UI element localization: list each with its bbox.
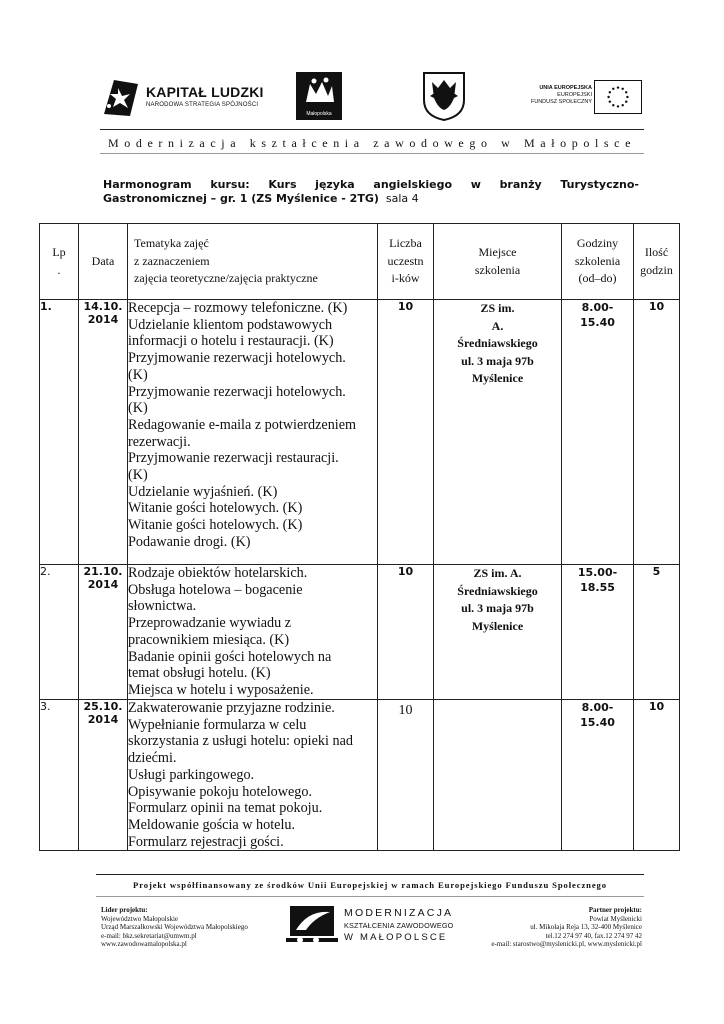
row-topic xyxy=(128,565,378,700)
cell-line: ul. 3 maja 97b xyxy=(461,601,534,615)
row-date xyxy=(79,300,128,565)
cell-line: skorzystania z usługi hotelu: opieki nad xyxy=(128,733,353,750)
cell-line: Redagowanie e-maila z potwierdzeniem xyxy=(128,416,357,433)
cell-line: Formularz rejestracji gości. xyxy=(128,833,284,850)
kapital-ludzki-mark-icon xyxy=(100,76,142,118)
malopolska-logo xyxy=(296,72,342,120)
cell-line: Witanie gości hotelowych. (K) xyxy=(128,500,303,517)
table-row xyxy=(40,700,680,851)
leader-email: e-mail: bkz.sekretariat@umwm.pl xyxy=(101,931,197,940)
eu-line-2: EUROPEJSKI xyxy=(557,92,592,98)
project-partner xyxy=(470,906,642,949)
footer-divider xyxy=(96,874,644,875)
row-hours xyxy=(562,700,634,851)
cell-line: 15.00- xyxy=(577,566,618,579)
header-total: Ilość godzin xyxy=(634,224,680,300)
row-date xyxy=(79,565,128,700)
heading-line-2 xyxy=(103,192,639,206)
row-participants: 10 xyxy=(378,565,434,700)
cell-line: 21.10. xyxy=(83,565,123,578)
cell-line: Witanie gości hotelowych. (K) xyxy=(128,517,303,534)
project-title: Modernizacja kształcenia zawodowego w Małopolsce xyxy=(107,136,637,150)
heading-word: w xyxy=(470,178,481,191)
row-date xyxy=(79,700,128,851)
footer-divider-lower xyxy=(96,896,644,897)
heading-word: branży xyxy=(499,178,542,191)
cell-line: Myślenice xyxy=(471,371,524,385)
heading-room: sala 4 xyxy=(385,192,419,205)
cell-line: informacji o hotelu i restauracji. (K) xyxy=(128,333,334,350)
cell-line: 8.00- xyxy=(581,701,614,714)
modernizacja-line-2: KSZTAŁCENIA ZAWODOWEGO xyxy=(344,921,454,930)
partner-contact: e-mail: starostwo@myslenicki.pl, www.myslenicki.pl xyxy=(491,940,642,949)
heading-word: Kurs xyxy=(268,178,297,191)
modernizacja-logo xyxy=(286,902,466,948)
cell-line: Średniawskiego xyxy=(457,583,538,598)
cell-line: Przyjmowanie rezerwacji hotelowych. xyxy=(128,383,346,400)
heading-word: angielskiego xyxy=(373,178,453,191)
header-lp: Lp . xyxy=(40,224,79,300)
myslenice-crest-icon xyxy=(420,70,468,122)
eu-line-1: UNIA EUROPEJSKA xyxy=(539,85,592,91)
cell-line: 25.10. xyxy=(83,700,123,713)
cell-line: ZS im. xyxy=(480,301,515,315)
cell-line: 14.10. xyxy=(83,300,123,313)
cell-line: dziećmi. xyxy=(128,750,177,767)
kapital-ludzki-title: KAPITAŁ LUDZKI xyxy=(146,84,264,100)
cell-line: Recepcja – rozmowy telefoniczne. (K) xyxy=(128,300,348,316)
leader-line: Województwo Małopolskie xyxy=(101,914,179,923)
header-place: Miejsce szkolenia xyxy=(434,224,562,300)
cell-line: 8.00- xyxy=(581,301,614,314)
row-total-hours: 5 xyxy=(634,565,680,700)
modernizacja-mark-icon xyxy=(286,904,338,944)
eu-line-3: FUNDUSZ SPOŁECZNY xyxy=(530,99,592,105)
table-row xyxy=(40,565,680,700)
eu-flag-icon xyxy=(594,80,642,114)
cell-line: Obsługa hotelowa – bogacenie xyxy=(128,581,303,598)
cell-line: Meldowanie gościa w hotelu. xyxy=(128,816,296,833)
malopolska-mark-icon xyxy=(296,72,342,112)
modernizacja-line-3: W MAŁOPOLSCE xyxy=(344,932,448,943)
table-row xyxy=(40,300,680,565)
cell-line: Podawanie drogi. (K) xyxy=(128,533,251,550)
row-hours xyxy=(562,565,634,700)
partner-heading: Partner projektu: xyxy=(588,906,642,914)
heading-word: języka xyxy=(315,178,355,191)
header-topic: Tematyka zajęć z zaznaczeniem zajęcia teoretyczne/zajęcia praktyczne xyxy=(128,224,378,300)
modernizacja-line-1: MODERNIZACJA xyxy=(344,907,454,919)
cell-line: 15.40 xyxy=(580,316,615,329)
row-topic xyxy=(128,300,378,565)
schedule-heading xyxy=(103,178,639,206)
row-total-hours: 10 xyxy=(634,700,680,851)
cell-line: Udzielanie wyjaśnień. (K) xyxy=(128,483,278,500)
cell-line: Średniawskiego xyxy=(457,336,538,350)
header-divider-lower xyxy=(100,153,644,154)
cell-line: 18.55 xyxy=(580,581,615,594)
row-lp: 1. xyxy=(40,300,79,565)
heading-word: kursu: xyxy=(210,178,250,191)
cell-line: 2014 xyxy=(87,578,119,591)
cell-line: Rodzaje obiektów hotelarskich. xyxy=(128,565,308,581)
malopolska-label: Małopolska xyxy=(306,111,332,117)
row-participants: 10 xyxy=(378,300,434,565)
cell-line: Przyjmowanie rezerwacji hotelowych. xyxy=(128,350,346,367)
cell-line: 2014 xyxy=(87,313,119,326)
leader-heading: Lider projektu: xyxy=(101,906,148,914)
cell-line: Usługi parkingowego. xyxy=(128,766,255,783)
kapital-ludzki-logo xyxy=(100,74,270,120)
cell-line: pracownikiem miesiąca. (K) xyxy=(128,631,290,648)
cell-line: A. xyxy=(491,318,504,333)
row-place xyxy=(434,565,562,700)
row-participants: 10 xyxy=(378,700,434,851)
cell-line: (K) xyxy=(128,366,148,383)
partner-phone: tel.12 274 97 40, fax.12 274 97 42 xyxy=(545,931,642,940)
heading-word: Turystyczno- xyxy=(560,178,639,191)
cell-line: rezerwacji. xyxy=(128,433,191,450)
project-leader xyxy=(101,906,301,949)
cell-line: (K) xyxy=(128,400,148,417)
row-place xyxy=(434,300,562,565)
schedule-table xyxy=(39,223,680,851)
cell-line: Myślenice xyxy=(471,618,524,633)
heading-group: Gastronomicznej – gr. 1 (ZS Myślenice - 2TG) xyxy=(103,192,379,205)
cell-line: ul. 3 maja 97b xyxy=(461,353,534,368)
heading-line-1 xyxy=(103,178,639,192)
partner-address: ul. Mikołaja Reja 13, 32-400 Myślenice xyxy=(530,923,642,932)
cell-line: Badanie opinii gości hotelowych na xyxy=(128,648,332,665)
cell-line: Przeprowadzanie wywiadu z xyxy=(128,615,292,632)
cell-line: Zakwaterowanie przyjazne rodzinie. xyxy=(128,700,335,716)
row-topic xyxy=(128,700,378,851)
cell-line: 2014 xyxy=(87,713,119,726)
cell-line: słownictwa. xyxy=(128,598,197,615)
partner-line: Powiat Myślenicki xyxy=(589,914,642,923)
header-date: Data xyxy=(79,224,128,300)
eu-efs-logo xyxy=(516,80,644,116)
cell-line: Udzielanie klientom podstawowych xyxy=(128,316,333,333)
leader-website: www.zawodowamalopolska.pl xyxy=(101,940,187,949)
cell-line: ZS im. A. xyxy=(473,566,522,580)
cell-line: Przyjmowanie rezerwacji restauracji. xyxy=(128,450,339,467)
header-hours: Godziny szkolenia (od–do) xyxy=(562,224,634,300)
leader-line: Urząd Marszałkowski Województwa Małopolskiego xyxy=(101,923,248,932)
row-hours xyxy=(562,300,634,565)
row-lp: 2. xyxy=(40,565,79,700)
header-count: Liczba uczestn i-ków xyxy=(378,224,434,300)
cell-line: Opisywanie pokoju hotelowego. xyxy=(128,783,313,800)
cell-line: Miejsca w hotelu i wyposażenie. xyxy=(128,681,314,698)
header-divider xyxy=(100,129,644,130)
cell-line: 15.40 xyxy=(580,716,615,729)
cofinancing-note: Projekt współfinansowany ze środków Unii Europejskiej w ramach Europejskiego Funduszu Społecznego xyxy=(133,880,607,890)
cell-line: temat obsługi hotelu. (K) xyxy=(128,665,271,682)
table-header-row xyxy=(40,224,680,300)
kapital-ludzki-subtitle: NARODOWA STRATEGIA SPÓJNOŚCI xyxy=(146,102,259,108)
cell-line: Formularz opinii na temat pokoju. xyxy=(128,800,323,817)
row-lp: 3. xyxy=(40,700,79,851)
row-total-hours: 10 xyxy=(634,300,680,565)
row-place xyxy=(434,700,562,851)
heading-word: Harmonogram xyxy=(103,178,192,191)
cell-line: Wypełnianie formularza w celu xyxy=(128,716,307,733)
cell-line: (K) xyxy=(128,467,148,484)
